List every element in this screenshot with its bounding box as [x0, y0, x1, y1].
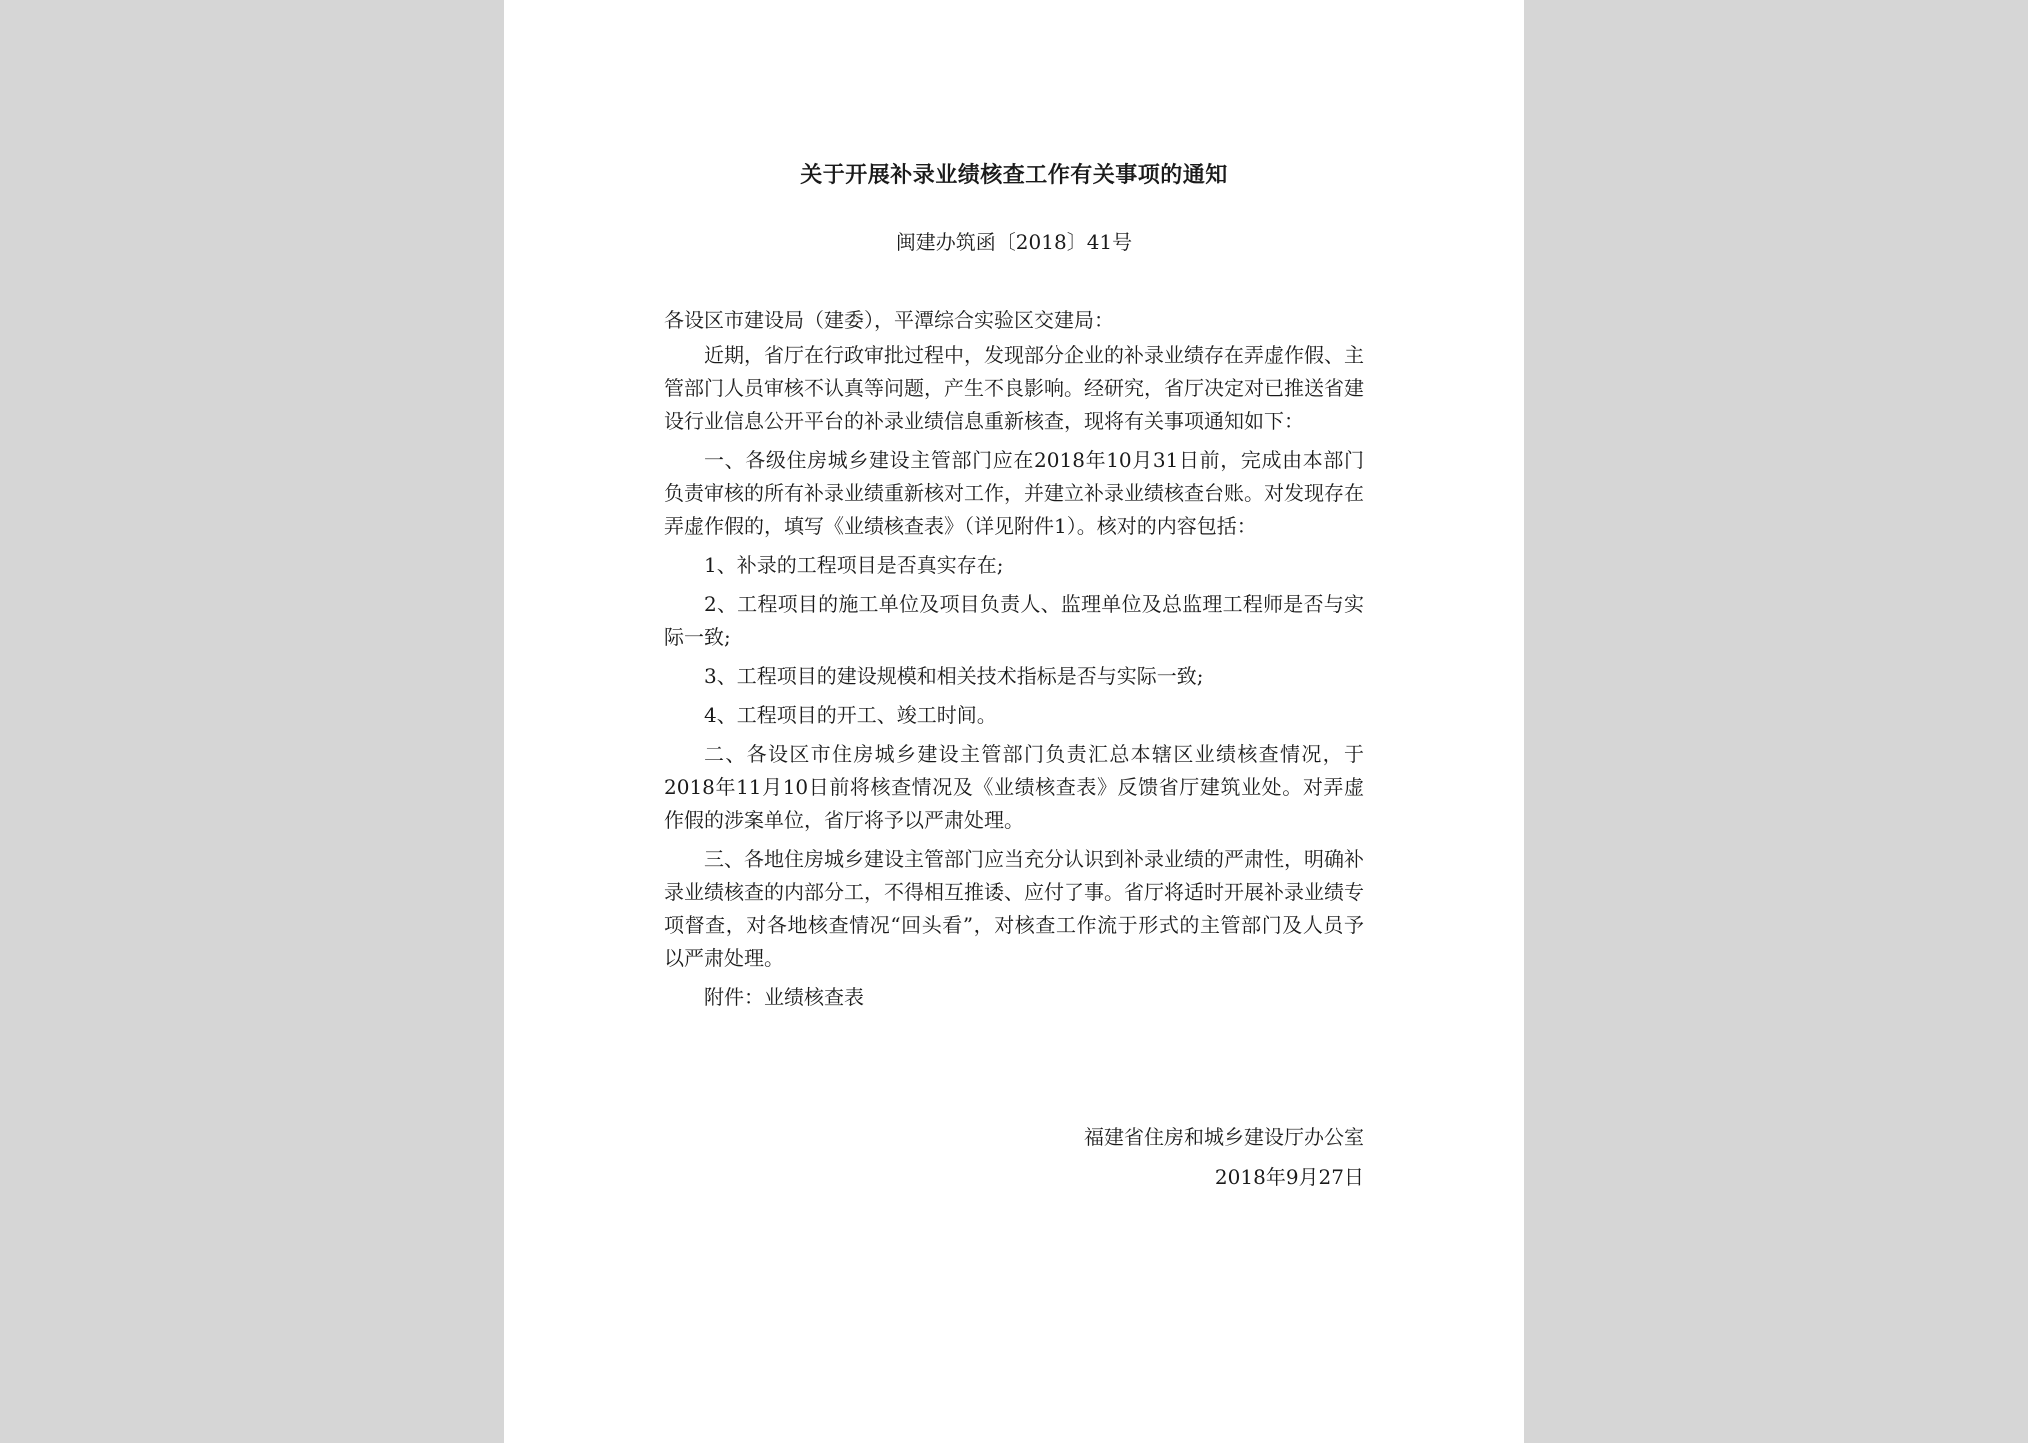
signature-org: 福建省住房和城乡建设厅办公室: [1084, 1125, 1364, 1149]
document-number: 闽建办筑函〔2018〕41号: [895, 230, 1133, 254]
document-title: 关于开展补录业绩核查工作有关事项的通知: [800, 162, 1228, 188]
paragraph-subitem-3: 3、工程项目的建设规模和相关技术指标是否与实际一致;: [704, 664, 1204, 688]
signature-date: 2018年9月27日: [1214, 1165, 1364, 1189]
document-body: [664, 304, 1364, 1020]
paragraph-item-2: 二、各设区市住房城乡建设主管部门负责汇总本辖区业绩核查情况，于2018年11月10日前将核查情况及《业绩核查表》反馈省厅建筑业处。对弄虚作假的涉案单位，省厅将予以严肃处理。: [664, 742, 1364, 832]
paragraph-intro: 近期，省厅在行政审批过程中，发现部分企业的补录业绩存在弄虚作假、主管部门人员审核不认真等问题，产生不良影响。经研究，省厅决定对已推送省建设行业信息公开平台的补录业绩信息重新核查，现将有关事项通知如下：: [664, 343, 1364, 433]
paragraph-subitem-4: 4、工程项目的开工、竣工时间。: [704, 703, 997, 727]
attachment-line: 附件：业绩核查表: [704, 985, 864, 1009]
salutation: 各设区市建设局（建委），平潭综合实验区交建局：: [664, 308, 1114, 332]
paragraph-subitem-1: 1、补录的工程项目是否真实存在;: [704, 553, 1004, 577]
paragraph-item-1: 一、各级住房城乡建设主管部门应在2018年10月31日前，完成由本部门负责审核的所有补录业绩重新核对工作，并建立补录业绩核查台账。对发现存在弄虚作假的，填写《业绩核查表》（详见附件1）。核对的内容包括：: [664, 448, 1364, 538]
paragraph-item-3: 三、各地住房城乡建设主管部门应当充分认识到补录业绩的严肃性，明确补录业绩核查的内部分工，不得相互推诿、应付了事。省厅将适时开展补录业绩专项督查，对各地核查情况“回头看”，对核查工作流于形式的主管部门及人员予以严肃处理。: [664, 847, 1364, 970]
document-page: [504, 0, 1524, 1443]
signature-block: [1084, 1117, 1364, 1197]
paragraph-subitem-2: 2、工程项目的施工单位及项目负责人、监理单位及总监理工程师是否与实际一致;: [664, 592, 1364, 649]
